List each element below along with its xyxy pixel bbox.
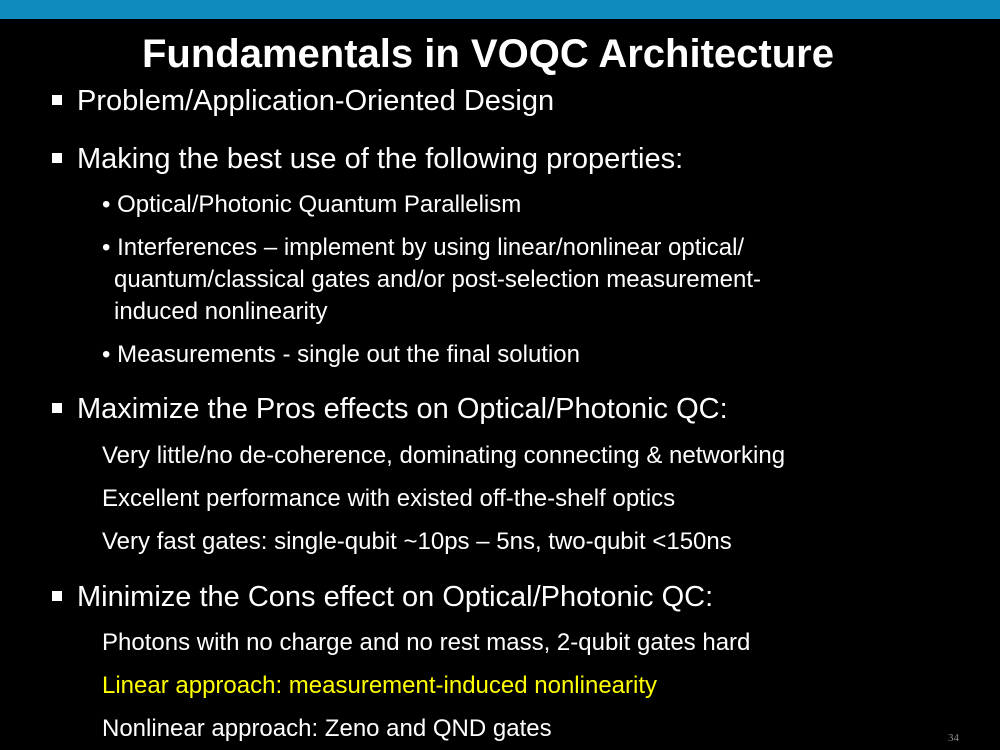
sub-bullet-line: quantum/classical gates and/or post-selection measurement- [114, 266, 761, 293]
cons-item-nonlinear-approach: Nonlinear approach: Zeno and QND gates [102, 715, 552, 742]
header-bar [0, 0, 1000, 19]
pros-item-fast-gates: Very fast gates: single-qubit ~10ps – 5ns, two-qubit <150ns [102, 528, 732, 555]
sub-bullet-measurements: • Measurements - single out the final solution [102, 341, 580, 368]
bullet-text: Minimize the Cons effect on Optical/Photonic QC: [77, 581, 714, 613]
pros-item-performance: Excellent performance with existed off-the-shelf optics [102, 485, 676, 512]
bullet-text: Maximize the Pros effects on Optical/Photonic QC: [77, 393, 728, 425]
sub-bullet-line: • Interferences – implement by using linear/nonlinear optical/ [102, 234, 745, 261]
sub-bullet-line: induced nonlinearity [114, 298, 328, 325]
pros-item-decoherence: Very little/no de-coherence, dominating connecting & networking [102, 442, 786, 469]
sub-bullet-parallelism: • Optical/Photonic Quantum Parallelism [102, 191, 522, 218]
page-number: 34 [948, 732, 959, 744]
square-bullet-icon [52, 95, 62, 105]
cons-item-linear-approach: Linear approach: measurement-induced nonlinearity [102, 672, 657, 699]
square-bullet-icon [52, 403, 62, 413]
slide-title: Fundamentals in VOQC Architecture [142, 32, 834, 76]
cons-item-photons: Photons with no charge and no rest mass, 2-qubit gates hard [102, 629, 751, 656]
bullet-text: Making the best use of the following properties: [77, 143, 684, 175]
bullet-text: Problem/Application-Oriented Design [77, 85, 555, 117]
sub-bullet-interferences [102, 232, 761, 328]
square-bullet-icon [52, 591, 62, 601]
square-bullet-icon [52, 153, 62, 163]
